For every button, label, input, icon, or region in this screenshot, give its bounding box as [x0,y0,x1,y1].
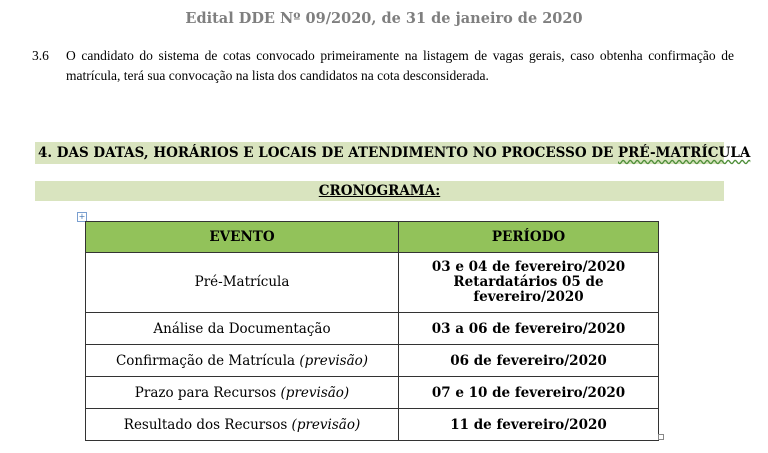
evento-note: (previsão) [291,416,361,433]
evento-note: (previsão) [299,352,369,369]
table-row [86,409,659,441]
paragraph-text: O candidato do sistema de cotas convocado primeiramente na listagem de vagas gerais, caso obtenha confirmação de matrícula, terá sua convocação na lista dos candidatos na cota desconsiderada. [66,48,734,83]
section-heading-main: 4. DAS DATAS, HORÁRIOS E LOCAIS DE ATENDIMENTO NO PROCESSO DE [38,145,619,161]
table-header-row [86,222,659,253]
evento-cell [86,377,399,409]
evento-cell [86,253,399,313]
periodo-line: 03 e 04 de fevereiro/2020 [431,259,626,275]
periodo-cell: 06 de fevereiro/2020 [399,345,659,377]
section-heading [35,142,751,164]
column-header-evento: EVENTO [86,222,399,253]
periodo-line: fevereiro/2020 [473,289,584,305]
table-row [86,377,659,409]
table-row [86,345,659,377]
evento-cell [86,409,399,441]
evento-note: (previsão) [280,384,350,401]
move-handle-icon[interactable]: + [78,212,86,221]
periodo-cell [399,253,659,313]
column-header-periodo: PERÍODO [399,222,659,253]
periodo-line: Retardatários 05 de [453,274,604,290]
cronograma-title: CRONOGRAMA: [35,181,724,201]
evento-cell [86,345,399,377]
paragraph-3-6 [32,46,734,86]
paragraph-number: 3.6 [32,48,49,63]
evento-cell [86,313,399,345]
section-heading-flagged: PRÉ-MATRÍCULA [618,145,751,161]
evento-label: Pré-Matrícula [194,274,290,290]
cronograma-table [85,221,659,441]
evento-label: Confirmação de Matrícula [115,352,300,369]
periodo-cell: 03 a 06 de fevereiro/2020 [399,313,659,345]
evento-label: Análise da Documentação [153,320,331,337]
table-row [86,313,659,345]
evento-label: Resultado dos Recursos [123,416,292,433]
resize-handle-icon[interactable] [658,434,664,440]
table-row [86,253,659,313]
document-header-title: Edital DDE Nº 09/2020, de 31 de janeiro de 2020 [185,10,583,27]
evento-label: Prazo para Recursos [134,384,281,401]
periodo-cell: 07 e 10 de fevereiro/2020 [399,377,659,409]
periodo-cell: 11 de fevereiro/2020 [399,409,659,441]
